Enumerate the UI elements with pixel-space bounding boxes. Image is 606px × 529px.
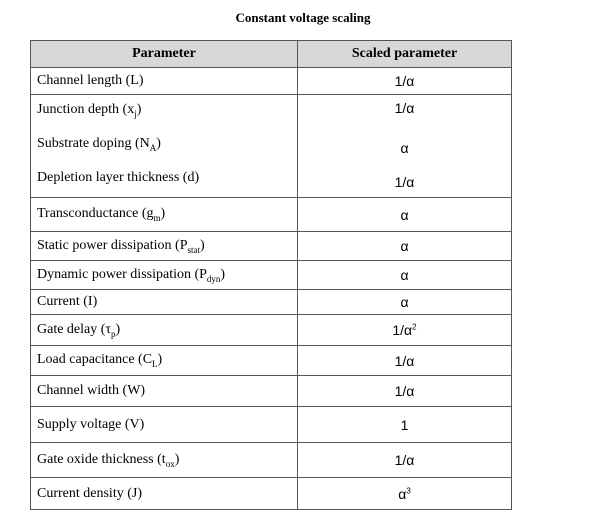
table-row bbox=[31, 478, 512, 510]
parameter-text: Depletion layer thickness (d) bbox=[37, 170, 200, 185]
parameter-text: Substrate doping $(N_A)$ bbox=[37, 136, 161, 153]
parameter-cell: Current density (J) bbox=[31, 478, 298, 510]
parameter-cell: Channel length (L) bbox=[31, 68, 298, 95]
scaled-value-cell: 1/α bbox=[298, 68, 512, 95]
parameter-cell: Gate delay $(\tau_p)$ bbox=[31, 315, 298, 346]
parameter-cell bbox=[31, 95, 298, 198]
scaled-value-cell: α bbox=[298, 261, 512, 290]
scaling-table bbox=[30, 40, 512, 510]
parameter-cell: Supply voltage (V) bbox=[31, 407, 298, 443]
parameter-cell: Transconductance $(g_m)$ bbox=[31, 198, 298, 232]
table-row bbox=[31, 232, 512, 261]
header-row bbox=[31, 41, 512, 68]
parameter-header: Parameter bbox=[31, 41, 298, 68]
table-row bbox=[31, 407, 512, 443]
table-row bbox=[31, 346, 512, 376]
table-row bbox=[31, 290, 512, 315]
scaled-value-text: 1/α bbox=[394, 100, 415, 116]
scaled-value-text: α bbox=[400, 140, 409, 156]
scaled-parameter-header: Scaled parameter bbox=[298, 41, 512, 68]
scaled-value-cell: 1 bbox=[298, 407, 512, 443]
scaled-value-text: 1/α bbox=[394, 174, 415, 190]
table-row bbox=[31, 443, 512, 478]
scaled-value-cell: α bbox=[298, 290, 512, 315]
parameter-cell: Current (I) bbox=[31, 290, 298, 315]
scaled-value-cell: $1/\alpha^2$ bbox=[298, 315, 512, 346]
table-row bbox=[31, 315, 512, 346]
parameter-cell: Load capacitance $(C_L)$ bbox=[31, 346, 298, 376]
parameter-text: Junction depth $(x_j)$ bbox=[37, 102, 142, 119]
scaled-value-cell: 1/α bbox=[298, 376, 512, 407]
table-row bbox=[31, 68, 512, 95]
table-row bbox=[31, 261, 512, 290]
parameter-cell: Dynamic power dissipation $(P_{dyn})$ bbox=[31, 261, 298, 290]
table-row bbox=[31, 376, 512, 407]
scaled-value-cell: 1/α bbox=[298, 443, 512, 478]
scaled-value-cell bbox=[298, 95, 512, 198]
table-row bbox=[31, 198, 512, 232]
parameter-cell: Channel width (W) bbox=[31, 376, 298, 407]
scaled-value-cell: α bbox=[298, 198, 512, 232]
parameter-cell: Static power dissipation $(P_{stat})$ bbox=[31, 232, 298, 261]
parameter-cell: Gate oxide thickness $(t_{ox})$ bbox=[31, 443, 298, 478]
table-row bbox=[31, 95, 512, 198]
scaled-value-cell: 1/α bbox=[298, 346, 512, 376]
table-title: Constant voltage scaling bbox=[235, 10, 371, 25]
scaled-value-cell: α bbox=[298, 232, 512, 261]
scaled-value-cell: $\alpha^3$ bbox=[298, 478, 512, 510]
